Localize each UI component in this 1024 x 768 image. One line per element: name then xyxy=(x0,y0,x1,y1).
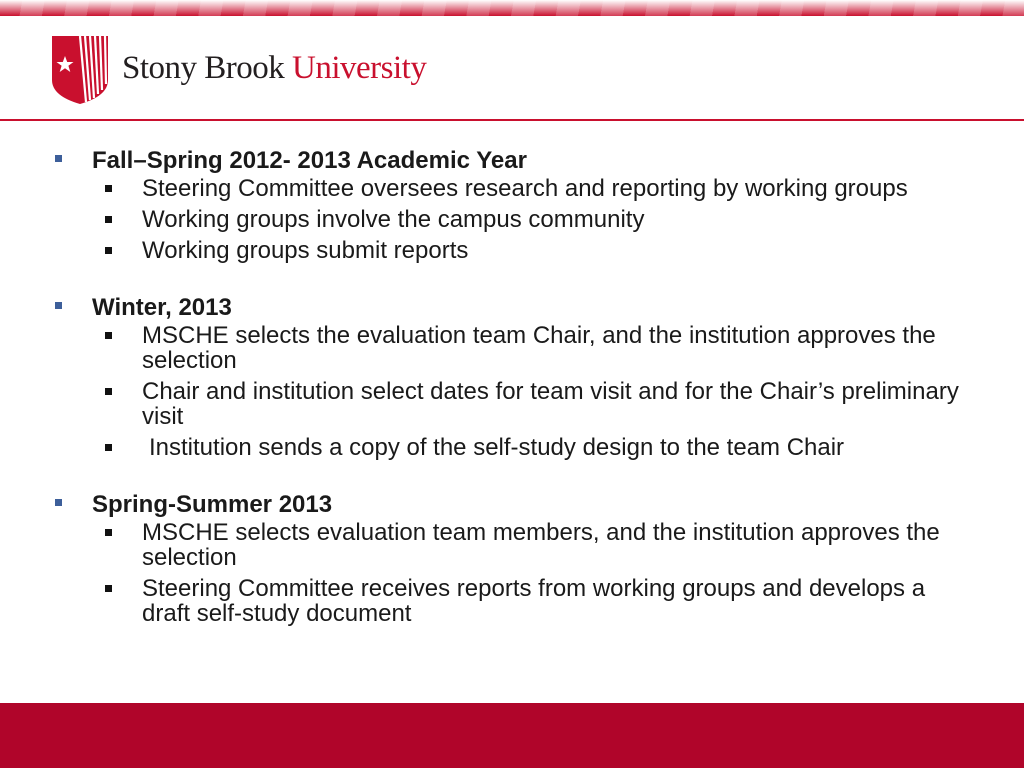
list-item xyxy=(142,435,972,460)
stony-brook-shield-icon xyxy=(50,34,110,106)
list-item-text: Working groups submit reports xyxy=(142,237,469,264)
list-item-text: MSCHE selects evaluation team members, and the institution approves the selection xyxy=(142,519,940,571)
list-item-text: MSCHE selects the evaluation team Chair, and the institution approves the selection xyxy=(142,322,936,374)
list-item xyxy=(142,520,972,570)
bullet-icon xyxy=(105,529,112,536)
bullet-icon xyxy=(105,388,112,395)
section-bullet-icon xyxy=(55,499,62,506)
section-heading: Fall–Spring 2012- 2013 Academic Year xyxy=(92,147,527,174)
list-item-text: Steering Committee oversees research and reporting by working groups xyxy=(142,175,908,202)
section-bullet-icon xyxy=(55,302,62,309)
university-wordmark xyxy=(122,49,427,86)
bullet-icon xyxy=(105,444,112,451)
list-item-text: Steering Committee receives reports from working groups and develops a draft self-study document xyxy=(142,575,926,627)
bullet-icon xyxy=(105,185,112,192)
university-logo xyxy=(50,34,426,106)
section-spring-summer xyxy=(0,490,1024,626)
header-divider xyxy=(0,119,1024,121)
list-item-text: Chair and institution select dates for team visit and for the Chair’s preliminary visit xyxy=(142,378,959,430)
bullet-icon xyxy=(105,247,112,254)
section-bullet-icon xyxy=(55,155,62,162)
list-item-text: Institution sends a copy of the self-study design to the team Chair xyxy=(149,434,845,461)
section-heading: Winter, 2013 xyxy=(92,294,232,321)
wordmark-university: University xyxy=(292,49,427,86)
slide-body xyxy=(0,146,1024,656)
list-item xyxy=(142,176,972,201)
band-stripes xyxy=(0,0,1024,16)
list-item xyxy=(142,207,972,232)
list-item xyxy=(142,379,972,429)
list-item xyxy=(142,576,972,626)
bullet-icon xyxy=(105,585,112,592)
section-heading: Spring-Summer 2013 xyxy=(92,491,333,518)
list-item xyxy=(142,323,972,373)
bullet-icon xyxy=(105,216,112,223)
section-winter xyxy=(0,293,1024,460)
top-decorative-band xyxy=(0,0,1024,16)
slide-header xyxy=(0,16,1024,120)
wordmark-stony-brook: Stony Brook xyxy=(122,49,285,86)
list-item xyxy=(142,238,972,263)
bullet-icon xyxy=(105,332,112,339)
section-fall-spring xyxy=(0,146,1024,263)
footer-band xyxy=(0,703,1024,768)
list-item-text: Working groups involve the campus community xyxy=(142,206,645,233)
